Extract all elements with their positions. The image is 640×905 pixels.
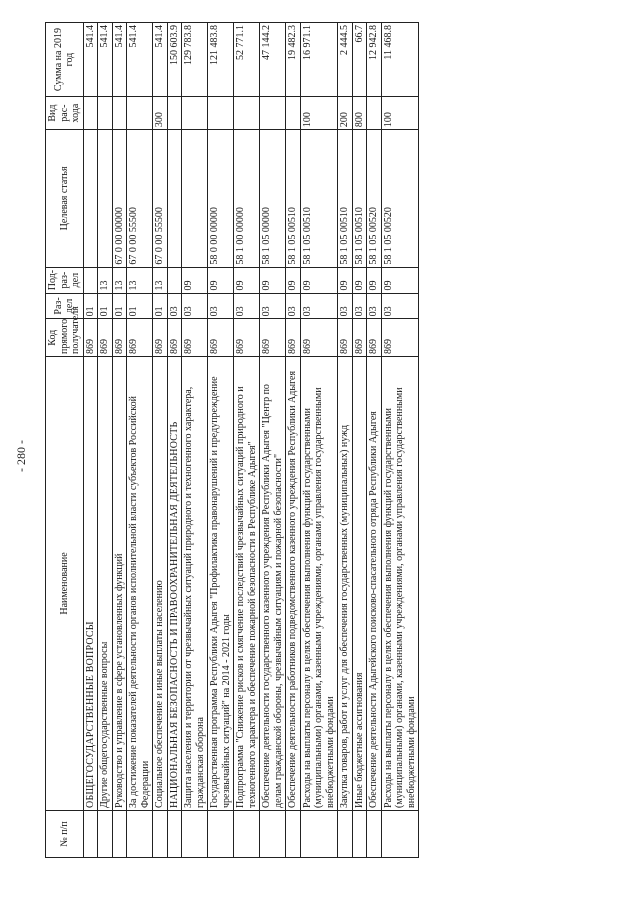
cell-sum: 121 483.8 — [208, 23, 234, 97]
cell-num — [260, 810, 286, 857]
cell-target — [83, 130, 98, 268]
cell-num — [112, 810, 127, 857]
cell-num — [83, 810, 98, 857]
cell-num — [127, 810, 153, 857]
cell-code: 869 — [381, 319, 419, 357]
cell-code: 869 — [260, 319, 286, 357]
cell-podrazdel: 09 — [260, 267, 286, 293]
table-row — [167, 23, 182, 858]
cell-code: 869 — [167, 319, 182, 357]
cell-num — [286, 810, 301, 857]
cell-razdel: 03 — [182, 293, 208, 319]
cell-sum: 541.4 — [112, 23, 127, 97]
cell-razdel: 03 — [300, 293, 338, 319]
header-razdel: Раз-дел — [46, 293, 84, 319]
cell-code: 869 — [352, 319, 367, 357]
table-row — [98, 23, 113, 858]
table-row — [260, 23, 286, 858]
cell-vid: 200 — [338, 97, 353, 130]
cell-name: Расходы на выплаты персоналу в целях обеспечения выполнения функций государственными (муниципальными) органами, казенными учреждениями, органами управления государственными внебюджетными фондами — [381, 357, 419, 811]
cell-num — [208, 810, 234, 857]
cell-razdel: 03 — [381, 293, 419, 319]
cell-podrazdel: 09 — [352, 267, 367, 293]
cell-name: За достижение показателей деятельности органов исполнительной власти субъектов Российской Федерации — [127, 357, 153, 811]
cell-name: Закупка товаров, работ и услуг для обеспечения государственных (муниципальных) нужд — [338, 357, 353, 811]
cell-podrazdel: 09 — [234, 267, 260, 293]
cell-sum: 2 444.5 — [338, 23, 353, 97]
cell-razdel: 03 — [260, 293, 286, 319]
cell-razdel: 03 — [367, 293, 382, 319]
cell-vid — [83, 97, 98, 130]
cell-name: Иные бюджетные ассигнования — [352, 357, 367, 811]
cell-target: 58 1 05 00510 — [286, 130, 301, 268]
cell-code: 869 — [83, 319, 98, 357]
cell-code: 869 — [153, 319, 168, 357]
cell-vid — [234, 97, 260, 130]
cell-name: Подпрограмма "Снижение рисков и смягчение последствий чрезвычайных ситуаций природного и техногенного характера и обеспечение пожарной безопасности в Республике Адыгея" — [234, 357, 260, 811]
cell-target: 58 1 05 00510 — [338, 130, 353, 268]
cell-num — [234, 810, 260, 857]
cell-podrazdel: 09 — [381, 267, 419, 293]
cell-sum: 47 144.2 — [260, 23, 286, 97]
cell-name: Государственная программа Республики Адыгея "Профилактика правонарушений и предупреждение чрезвычайных ситуаций" на 2014 - 2021 годы — [208, 357, 234, 811]
cell-code: 869 — [112, 319, 127, 357]
cell-code: 869 — [182, 319, 208, 357]
cell-sum: 541.4 — [83, 23, 98, 97]
cell-podrazdel: 13 — [98, 267, 113, 293]
cell-name: Обеспечение деятельности работников подведомственного казенного учреждения Республики Адыгея — [286, 357, 301, 811]
cell-vid — [286, 97, 301, 130]
cell-target: 58 1 00 00000 — [234, 130, 260, 268]
cell-vid: 800 — [352, 97, 367, 130]
table-row — [352, 23, 367, 858]
cell-razdel: 01 — [127, 293, 153, 319]
table-row — [83, 23, 98, 858]
cell-sum: 52 771.1 — [234, 23, 260, 97]
header-target: Целевая статья — [46, 130, 84, 268]
cell-target — [98, 130, 113, 268]
cell-razdel: 03 — [234, 293, 260, 319]
cell-razdel: 01 — [153, 293, 168, 319]
cell-target: 67 0 00 55500 — [153, 130, 168, 268]
header-vid: Вид рас-хода — [46, 97, 84, 130]
table-row — [153, 23, 168, 858]
cell-target: 58 1 05 00510 — [352, 130, 367, 268]
cell-podrazdel: 13 — [153, 267, 168, 293]
cell-code: 869 — [127, 319, 153, 357]
cell-podrazdel: 13 — [127, 267, 153, 293]
table-row — [300, 23, 338, 858]
cell-sum: 129 783.8 — [182, 23, 208, 97]
cell-target — [167, 130, 182, 268]
cell-num — [367, 810, 382, 857]
cell-podrazdel — [167, 267, 182, 293]
cell-target: 58 1 05 00000 — [260, 130, 286, 268]
cell-target: 58 1 05 00510 — [300, 130, 338, 268]
budget-table — [45, 22, 419, 858]
cell-target: 58 1 05 00520 — [367, 130, 382, 268]
cell-code: 869 — [98, 319, 113, 357]
cell-num — [98, 810, 113, 857]
cell-name: Социальное обеспечение и иные выплаты населению — [153, 357, 168, 811]
header-num: № п/п — [46, 810, 84, 857]
cell-name: Защита населения и территории от чрезвычайных ситуаций природного и техногенного характера, гражданская оборона — [182, 357, 208, 811]
header-sum: Сумма на 2019 год — [46, 23, 84, 97]
cell-vid — [260, 97, 286, 130]
cell-name: Обеспечение деятельности государственного казенного учреждения Республики Адыгея "Центр по делам гражданской обороны, чрезвычайным ситуациям и пожарной безопасности" — [260, 357, 286, 811]
header-podrazdel: Под-раз-дел — [46, 267, 84, 293]
cell-razdel: 01 — [83, 293, 98, 319]
cell-podrazdel: 13 — [112, 267, 127, 293]
table-row — [127, 23, 153, 858]
cell-podrazdel: 09 — [367, 267, 382, 293]
cell-razdel: 01 — [112, 293, 127, 319]
cell-target: 67 0 00 55500 — [127, 130, 153, 268]
cell-razdel: 03 — [338, 293, 353, 319]
header-name: Наименование — [46, 357, 84, 811]
cell-sum: 12 942.8 — [367, 23, 382, 97]
cell-sum: 541.4 — [153, 23, 168, 97]
table-header — [46, 23, 84, 858]
cell-vid: 300 — [153, 97, 168, 130]
cell-code: 869 — [286, 319, 301, 357]
cell-code: 869 — [300, 319, 338, 357]
cell-vid — [167, 97, 182, 130]
cell-name: ОБЩЕГОСУДАРСТВЕННЫЕ ВОПРОСЫ — [83, 357, 98, 811]
table-row — [208, 23, 234, 858]
cell-name: Обеспечение деятельности Адыгейского поисково-спасательного отряда Республики Адыгея — [367, 357, 382, 811]
cell-num — [167, 810, 182, 857]
cell-num — [352, 810, 367, 857]
cell-num — [182, 810, 208, 857]
cell-razdel: 03 — [167, 293, 182, 319]
table-row — [286, 23, 301, 858]
cell-vid — [208, 97, 234, 130]
cell-num — [153, 810, 168, 857]
cell-vid — [367, 97, 382, 130]
table-row — [338, 23, 353, 858]
table-row — [182, 23, 208, 858]
cell-name: НАЦИОНАЛЬНАЯ БЕЗОПАСНОСТЬ И ПРАВООХРАНИТЕЛЬНАЯ ДЕЯТЕЛЬНОСТЬ — [167, 357, 182, 811]
page-number: - 280 - — [14, 440, 28, 472]
cell-razdel: 03 — [286, 293, 301, 319]
table-body — [83, 23, 419, 858]
cell-name: Другие общегосударственные вопросы — [98, 357, 113, 811]
table-row — [381, 23, 419, 858]
cell-podrazdel — [83, 267, 98, 293]
cell-sum: 150 603.9 — [167, 23, 182, 97]
cell-vid: 100 — [381, 97, 419, 130]
cell-vid: 100 — [300, 97, 338, 130]
cell-podrazdel: 09 — [286, 267, 301, 293]
cell-sum: 66.7 — [352, 23, 367, 97]
cell-razdel: 03 — [352, 293, 367, 319]
cell-target: 58 1 05 00520 — [381, 130, 419, 268]
cell-vid — [112, 97, 127, 130]
cell-name: Руководство и управление в сфере установленных функций — [112, 357, 127, 811]
cell-razdel: 03 — [208, 293, 234, 319]
cell-sum: 541.4 — [98, 23, 113, 97]
cell-podrazdel: 09 — [182, 267, 208, 293]
table-row — [367, 23, 382, 858]
cell-target: 67 0 00 00000 — [112, 130, 127, 268]
cell-podrazdel: 09 — [300, 267, 338, 293]
cell-sum: 11 468.8 — [381, 23, 419, 97]
cell-vid — [98, 97, 113, 130]
cell-code: 869 — [234, 319, 260, 357]
cell-vid — [127, 97, 153, 130]
cell-num — [338, 810, 353, 857]
cell-razdel: 01 — [98, 293, 113, 319]
cell-code: 869 — [367, 319, 382, 357]
cell-target — [182, 130, 208, 268]
header-code: Код прямого получателя — [46, 319, 84, 357]
rotated-sheet — [45, 22, 590, 858]
cell-sum: 16 971.1 — [300, 23, 338, 97]
cell-target: 58 0 00 00000 — [208, 130, 234, 268]
cell-podrazdel: 09 — [208, 267, 234, 293]
cell-code: 869 — [338, 319, 353, 357]
cell-sum: 19 482.3 — [286, 23, 301, 97]
cell-sum: 541.4 — [127, 23, 153, 97]
cell-name: Расходы на выплаты персоналу в целях обеспечения выполнения функций государственными (муниципальными) органами, казенными учреждениями, органами управления государственными внебюджетными фондами — [300, 357, 338, 811]
cell-vid — [182, 97, 208, 130]
table-row — [234, 23, 260, 858]
cell-num — [300, 810, 338, 857]
cell-code: 869 — [208, 319, 234, 357]
page-number-area — [0, 0, 40, 905]
table-row — [112, 23, 127, 858]
cell-num — [381, 810, 419, 857]
cell-podrazdel: 09 — [338, 267, 353, 293]
